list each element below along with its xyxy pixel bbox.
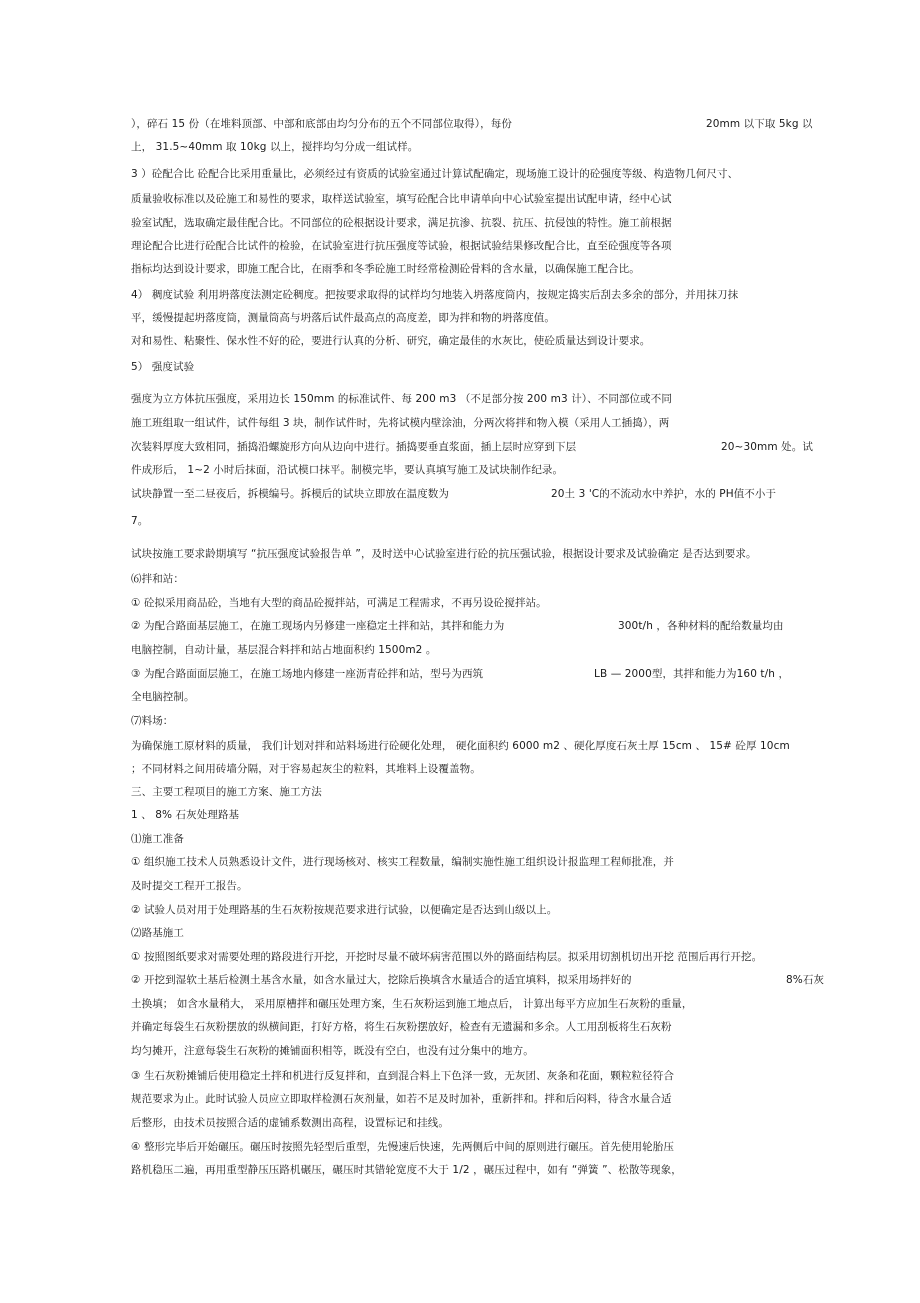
text-line: LB — 2000型，其拌和能力为160 t/h ， (594, 668, 790, 680)
text-line: 上， 31.5~40mm 取 10kg 以上，搅拌均匀分成一组试样。 (131, 141, 419, 153)
text-line: 电脑控制，自动计量，基层混合料拌和站占地面积约 1500m2 。 (131, 644, 437, 656)
text-line: ⑺料场： (131, 715, 174, 727)
text-line: ② 为配合路面基层施工，在施工现场内另修建一座稳定土拌和站，其拌和能力为 (131, 620, 505, 632)
text-line: ② 开挖到湿软土基后检测土基含水量，如含水量过大，挖除后换填含水量适合的适宜填料，拟采用场拌好的 (131, 974, 632, 986)
text-line: 全电脑控制。 (131, 691, 195, 703)
text-line: ），碎石 15 份（在堆料顶部、中部和底部由均匀分布的五个不同部位取得），每份 (131, 118, 512, 130)
text-line: 理论配合比进行砼配合比试件的检验，在试验室进行抗压强度等试验，根据试验结果修改配合比，直至砼强度等各项 (131, 240, 672, 252)
text-line: 质量验收标准以及砼施工和易性的要求，取样送试验室，填写砼配合比申请单向中心试验室提出试配申请，经中心试 (131, 193, 672, 205)
text-line: 7。 (131, 515, 149, 527)
text-line: 路机稳压二遍，再用重型静压压路机碾压，碾压时其错轮宽度不大于 1/2 ，碾压过程中，如有 “弹簧 ”、松散等现象， (131, 1164, 682, 1176)
text-line: ④ 整形完毕后开始碾压。碾压时按照先轻型后重型，先慢速后快速，先两侧后中间的原则进行碾压。首先使用轮胎压 (131, 1141, 674, 1153)
text-line: 20土 3 'C的不流动水中养护，水的 PH值不小于 (551, 488, 777, 500)
text-line: 4） 稠度试验 利用坍落度法测定砼稠度。把按要求取得的试样均匀地装入坍落度筒内，按规定捣实后刮去多余的部分，并用抹刀抹 (131, 289, 739, 301)
text-line: 20~30mm 处。试 (721, 441, 813, 453)
text-line: ① 按照图纸要求对需要处理的路段进行开挖，开挖时尽量不破坏病害范围以外的路面结构层。拟采用切割机切出开挖 范围后再行开挖。 (131, 951, 763, 963)
text-line: 规范要求为止。此时试验人员应立即取样检测石灰剂量，如若不足及时加补，重新拌和。拌和后闷料，待含水量合适 (131, 1093, 672, 1105)
text-line: 试块按施工要求龄期填写 “抗压强度试验报告单 ”，及时送中心试验室进行砼的抗压强试验，根据设计要求及试验确定 是否达到要求。 (131, 548, 757, 560)
text-line: 对和易性、粘聚性、保水性不好的砼，要进行认真的分析、研究，确定最佳的水灰比，使砼质量达到设计要求。 (131, 335, 651, 347)
text-line: 3 ）砼配合比 砼配合比采用重量比，必须经过有资质的试验室通过计算试配确定，现场施工设计的砼强度等级、构造物几何尺寸、 (131, 168, 739, 180)
text-line: 土换填； 如含水量稍大， 采用原槽拌和碾压处理方案，生石灰粉运到施工地点后， 计算出每平方应加生石灰粉的重量， (131, 998, 693, 1010)
text-line: ② 试验人员对用于处理路基的生石灰粉按规范要求进行试验，以便确定是否达到山级以上。 (131, 904, 558, 916)
text-line: ① 砼拟采用商品砼，当地有大型的商品砼搅拌站，可满足工程需求，不再另设砼搅拌站。 (131, 597, 547, 609)
text-line: 强度为立方体抗压强度，采用边长 150mm 的标准试件、每 200 m3 （不足部分按 200 m3 计）、不同部位或不同 (131, 393, 672, 405)
text-line: ；不同材料之间用砖墙分隔，对于容易起灰尘的粒料，其堆料上设覆盖物。 (131, 763, 481, 775)
text-line: ③ 为配合路面面层施工，在施工场地内修建一座沥青砼拌和站，型号为西筑 (131, 668, 484, 680)
text-line: 1 、 8% 石灰处理路基 (131, 809, 240, 821)
text-line: 指标均达到设计要求，即施工配合比，在雨季和冬季砼施工时经常检测砼骨料的含水量，以确保施工配合比。 (131, 263, 640, 275)
text-line: 及时提交工程开工报告。 (131, 880, 248, 892)
text-line: 试块静置一至二昼夜后，拆模编号。拆模后的试块立即放在温度数为 (131, 488, 449, 500)
text-line: 验室试配，选取确定最佳配合比。不同部位的砼根据设计要求，满足抗渗、抗裂、抗压、抗侵蚀的特性。施工前根据 (131, 217, 672, 229)
text-line: 5） 强度试验 (131, 361, 195, 373)
text-line: 均匀摊开，注意每袋生石灰粉的摊铺面积相等，既没有空白，也没有过分集中的地方。 (131, 1045, 534, 1057)
text-line: 8%石灰 (786, 974, 825, 986)
text-line: 件成形后， 1~2 小时后抹面，沿试模口抹平。制模完毕，要认真填写施工及试块制作纪录。 (131, 464, 564, 476)
text-line: 20mm 以下取 5kg 以 (706, 118, 813, 130)
text-line: 为确保施工原材料的质量， 我们计划对拌和站料场进行砼硬化处理， 硬化面积约 6000 m2 、硬化厚度石灰土厚 15cm 、 15# 砼厚 10cm (131, 740, 790, 752)
text-line: ⑵路基施工 (131, 927, 184, 939)
text-line: 次装料厚度大致相同，插捣沿螺旋形方向从边向中进行。插捣要垂直浆面，插上层时应穿到下层 (131, 441, 577, 453)
text-line: ③ 生石灰粉摊铺后使用稳定土拌和机进行反复拌和，直到混合料上下色泽一致，无灰团、灰条和花面，颗粒粒径符合 (131, 1070, 674, 1082)
text-line: 后整形，由技术员按照合适的虚铺系数测出高程，设置标记和挂线。 (131, 1117, 449, 1129)
text-line: 三、主要工程项目的施工方案、施工方法 (131, 786, 322, 798)
text-line: ⑴施工准备 (131, 833, 184, 845)
text-line: ① 组织施工技术人员熟悉设计文件，进行现场核对、核实工程数量，编制实施性施工组织设计报监理工程师批准，并 (131, 856, 674, 868)
text-line: 并确定每袋生石灰粉摆放的纵横间距，打好方格，将生石灰粉摆放好，检查有无遗漏和多余。人工用刮板将生石灰粉 (131, 1021, 672, 1033)
text-line: ⑹拌和站： (131, 573, 184, 585)
text-line: 平，缓慢提起坍落度筒，测量筒高与坍落后试件最高点的高度差，即为拌和物的坍落度值。 (131, 312, 555, 324)
text-line: 施工班组取一组试件，试件每组 3 块，制作试件时，先将试模内壁涂油，分两次将拌和物入模（采用人工插捣），两 (131, 417, 670, 429)
text-line: 300t/h ，各种材料的配给数量均由 (618, 620, 784, 632)
